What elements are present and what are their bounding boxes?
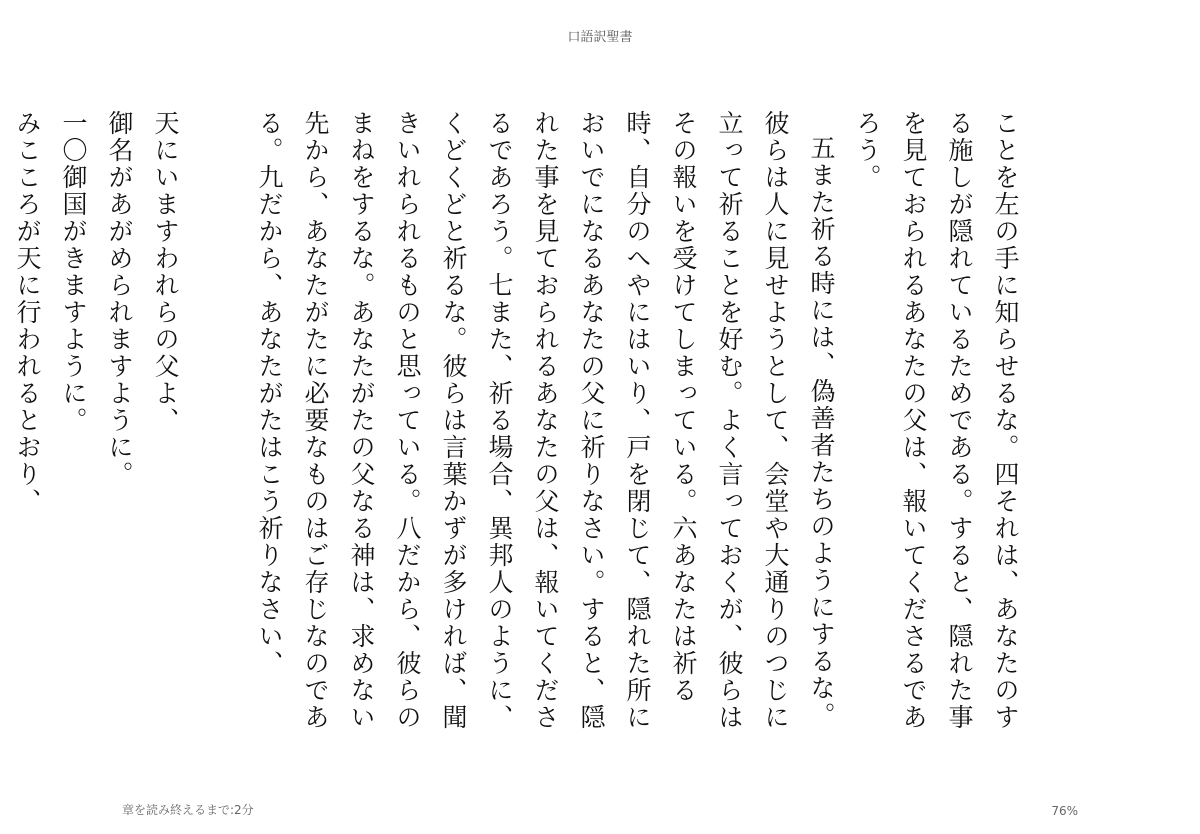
paragraph-1: ことを左の手に知らせるな。四それは、あなたのする施しが隠れているためである。すると、隠れた事を見ておられるあなたの父は、報いてくださるであろう。 — [853, 110, 1020, 731]
verse-line: 御名があがめられますように。 — [105, 110, 134, 488]
verse-line: 一〇御国がきますように。 — [59, 110, 88, 434]
verse-line — [0, 110, 4, 750]
page-text — [0, 110, 1028, 750]
paragraph-2: 五また祈る時には、偽善者たちのようにするな。彼らは人に見せようとして、会堂や大通りのつじに立って祈ることを好む。よく言っておくが、彼らはその報いを受けてしまっている。六あなたは祈る時、自分のへやにはいり、戸を閉じて、隠れた所においでになるあなたの父に祈りなさい。すると、隠れた事を見ておられるあなたの父は、報いてくださるであろう。七また、祈る場合、異邦人のように、くどくどと祈るな。彼らは言葉かずが多ければ、聞きいれられるものと思っている。八だから、彼らのまねをするな。あなたがたの父なる神は、求めない先から、あなたがたに必要なものはご存じなのである。九だから、あなたがたはこう祈りなさい、 — [255, 110, 836, 731]
book-title: 口語訳聖書 — [567, 30, 633, 45]
verse-line: みこころが天に行われるとおり、 — [13, 110, 42, 515]
prayer-verse-block — [0, 110, 188, 750]
chapter-reading-time: 章を読み終えるまで:2分 — [122, 803, 254, 817]
reading-progress: 76% — [1051, 804, 1078, 818]
verse-line: 天にいますわれらの父よ、 — [151, 110, 180, 434]
